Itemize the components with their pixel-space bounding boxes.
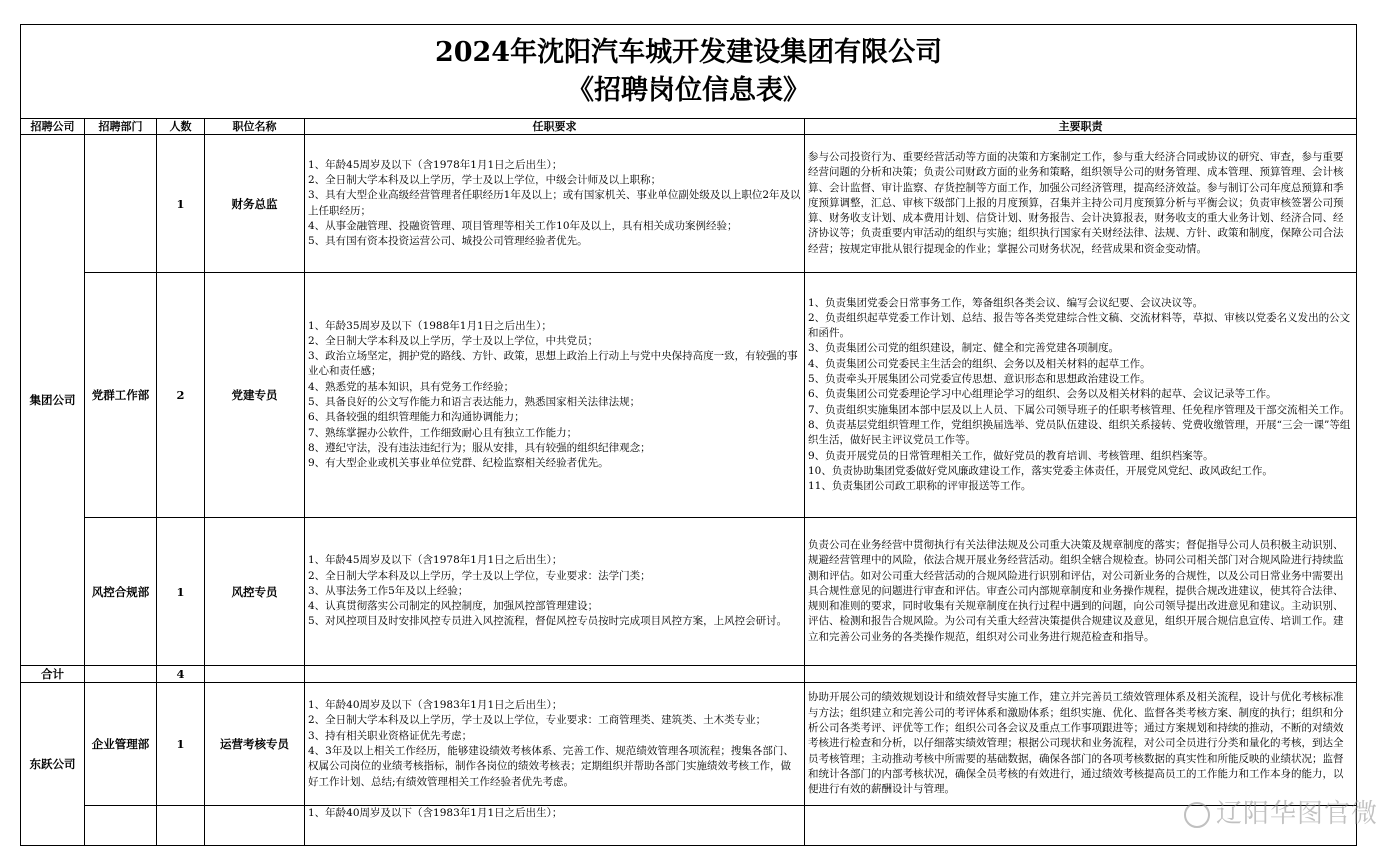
requirement-item: 3、持有相关职业资格证优先考虑； — [308, 729, 473, 742]
duty-item: 6、负责集团公司党委理论学习中心组理论学习的组织、会务以及相关材料的起草、会议记录等工作。 — [808, 388, 1277, 401]
requirements-cell — [305, 806, 805, 846]
requirement-item: 6、具备较强的组织管理能力和沟通协调能力； — [308, 411, 525, 424]
duty-item: 1、负责集团党委会日常事务工作，筹备组织各类会议、编写会议纪要、会议决议等。 — [808, 296, 1204, 309]
position-cell: 运营考核专员 — [205, 683, 305, 806]
requirement-item: 1、年龄40周岁及以下（含1983年1月1日之后出生）； — [308, 699, 563, 712]
page-title — [21, 25, 1357, 119]
table-row — [21, 518, 1357, 666]
department-cell — [85, 806, 157, 846]
watermark-text: 辽阳华图官微 — [1215, 799, 1378, 829]
recruitment-table — [20, 24, 1357, 846]
department-cell: 风控合规部 — [85, 518, 157, 666]
table-row — [21, 135, 1357, 273]
requirement-item: 5、具备良好的公文写作能力和语言表达能力，熟悉国家相关法律法规； — [308, 396, 641, 408]
requirements-cell — [305, 518, 805, 666]
header-duties: 主要职责 — [805, 119, 1357, 135]
title-line-2: 《招聘岗位信息表》 — [567, 74, 811, 106]
requirement-item: 2、全日制大学本科及以上学历，学士及以上学位，中共党员； — [308, 334, 599, 347]
title-line-1: 2024年沈阳汽车城开发建设集团有限公司 — [434, 36, 943, 68]
requirement-item: 2、全日制大学本科及以上学历，学士及以上学位，专业要求：工商管理类、建筑类、土木类专业； — [308, 714, 767, 727]
company-cell: 集团公司 — [21, 135, 85, 666]
requirement-item: 9、有大型企业或机关事业单位党群、纪检监察相关经验者优先。 — [308, 457, 609, 470]
position-cell: 财务总监 — [205, 135, 305, 273]
total-empty — [305, 666, 805, 683]
duty-item: 5、负责牵头开展集团公司党委宣传思想、意识形态和思想政治建设工作。 — [808, 373, 1151, 386]
table-row — [21, 806, 1357, 846]
count-cell: 2 — [157, 273, 205, 518]
requirement-item: 4、3年及以上相关工作经历，能够建设绩效考核体系、完善工作、规范绩效管理各项流程；搜集各部门、权属公司岗位的业绩考核指标，制作各岗位的绩效考核表；定期组织并帮助各部门实施绩效考核工作，做好工作计划、总结;有绩效管理相关工作经验者优先考虑。 — [308, 745, 794, 788]
requirement-item: 3、具有大型企业高级经营管理者任职经历1年及以上；或有国家机关、事业单位副处级及以上职位2年及以上任职经历； — [308, 189, 801, 217]
duties-cell — [805, 273, 1357, 518]
duties-cell — [805, 518, 1357, 666]
department-cell: 企业管理部 — [85, 683, 157, 806]
duties-cell — [805, 135, 1357, 273]
duty-item: 协助开展公司的绩效规划设计和绩效督导实施工作，建立并完善员工绩效管理体系及相关流程，设计与优化考核标准与方法；组织建立和完善公司的考评体系和激励体系；组织实施、优化、监督各类考核方案、制度的执行；组织和分析公司各类考评、评优等工作；组织公司各会议及重点工作事项跟进等；通过方案规划和持续的推动，不断的对绩效考核进行检查和分析，以仔细落实绩效管理；根据公司现状和业务流程，对公司全员进行分类和量化的考核，到达全员考核管理；主动推动考核中所需要的基础数据，确保各部门的各项考核数据的真实性和所能反映的业绩状况；监督和统计各部门的内部考核状况，确保全员考核的有效进行，通过绩效考核提高员工的工作能力和工作本身的能力，以便进行有效的薪酬设计与管理。 — [808, 691, 1344, 796]
header-company: 招聘公司 — [21, 119, 85, 135]
duties-cell — [805, 683, 1357, 806]
requirement-item: 2、全日制大学本科及以上学历，学士及以上学位，专业要求：法学门类； — [308, 569, 651, 582]
position-cell: 党建专员 — [205, 273, 305, 518]
header-count: 人数 — [157, 119, 205, 135]
requirement-item: 3、从事法务工作5年及以上经验； — [308, 584, 469, 597]
table-row — [21, 683, 1357, 806]
header-requirements: 任职要求 — [305, 119, 805, 135]
duty-item: 参与公司投资行为、重要经营活动等方面的决策和方案制定工作，参与重大经济合同或协议的研究、审查，参与重要经营问题的分析和决策；负责公司财政方面的业务和策略，组织领导公司的财务管理、成本管理、预算管理、会计核算、会计监督、审计监察、存货控制等方面工作，加强公司经济管理，提高经济效益。参与制订公司年度总预算和季度预算调整，汇总、审核下级部门上报的月度预算，召集并主持公司月度预算分析与平衡会议；负责审核签署公司预算、财务收支计划、成本费用计划、信贷计划、财务报告、会计决算报表，财务收支的重大业务计划、经济合同、经济协议等；负责重要内审活动的组织与实施；组织执行国家有关财经法律、法规、方针、政策和制度，保障公司合法经营；按规定审批从银行提现金的作业；掌握公司财务状况，经营成果和资金变动情。 — [808, 150, 1344, 255]
requirement-item: 1、年龄40周岁及以下（含1983年1月1日之后出生）； — [308, 807, 563, 819]
duty-item: 7、负责组织实施集团本部中层及以上人员、下属公司领导班子的任职考核管理、任免程序管理及干部交流相关工作。 — [808, 403, 1351, 416]
total-label: 合计 — [21, 666, 85, 683]
count-cell: 1 — [157, 683, 205, 806]
requirement-item: 4、熟悉党的基本知识，具有党务工作经验； — [308, 380, 515, 393]
table-row — [21, 273, 1357, 518]
duty-item: 9、负责开展党员的日常管理相关工作，做好党员的教育培训、考核管理、组织档案等。 — [808, 449, 1214, 462]
requirement-item: 2、全日制大学本科及以上学历，学士及以上学位，中级会计师及以上职称； — [308, 173, 662, 186]
duty-item: 11、负责集团公司政工职称的评审报送等工作。 — [808, 480, 1032, 493]
requirement-item: 8、遵纪守法，没有违法违纪行为；服从安排，具有较强的组织纪律观念； — [308, 441, 651, 454]
header-department: 招聘部门 — [85, 119, 157, 135]
requirement-item: 1、年龄35周岁及以下（1988年1月1日之后出生）； — [308, 319, 552, 332]
requirement-item: 3、政治立场坚定，拥护党的路线、方针、政策，思想上政治上行动上与党中央保持高度一致，有较强的事业心和责任感； — [308, 350, 798, 378]
weibo-icon — [1184, 802, 1210, 828]
position-cell — [205, 806, 305, 846]
count-cell — [157, 806, 205, 846]
total-row — [21, 666, 1357, 683]
requirement-item: 4、从事金融管理、投融资管理、项目管理等相关工作10年及以上，具有相关成功案例经验； — [308, 219, 738, 232]
department-cell: 党群工作部 — [85, 273, 157, 518]
watermark — [1184, 793, 1378, 830]
department-cell — [85, 135, 157, 273]
requirement-item: 4、认真贯彻落实公司制定的风控制度，加强风控部管理建设； — [308, 600, 599, 613]
position-cell: 风控专员 — [205, 518, 305, 666]
duty-item: 8、负责基层党组织管理工作，党组织换届选举、党员队伍建设、组织关系接转、党费收缴管理，开展“三会一课”等组织生活，做好民主评议党员工作等。 — [808, 418, 1351, 447]
count-cell: 1 — [157, 135, 205, 273]
requirement-item: 1、年龄45周岁及以下（含1978年1月1日之后出生）； — [308, 554, 563, 567]
requirements-cell — [305, 135, 805, 273]
duty-item: 2、负责组织起草党委工作计划、总结、报告等各类党建综合性文稿、交流材料等，草拟、审核以党委名义发出的公文和函件。 — [808, 311, 1351, 340]
requirements-cell — [305, 683, 805, 806]
requirement-item: 1、年龄45周岁及以下（含1978年1月1日之后出生）； — [308, 158, 563, 171]
requirement-item: 7、熟练掌握办公软件，工作细致耐心且有独立工作能力； — [308, 426, 578, 439]
total-empty — [805, 666, 1357, 683]
requirement-item: 5、对风控项目及时安排风控专员进入风控流程，督促风控专员按时完成项目风控方案，上风控会研讨。 — [308, 615, 788, 628]
duty-item: 10、负责协助集团党委做好党风廉政建设工作，落实党委主体责任，开展党风党纪、政风政纪工作。 — [808, 464, 1273, 477]
requirements-cell — [305, 273, 805, 518]
requirement-item: 5、具有国有资本投资运营公司、城投公司管理经验者优先。 — [308, 235, 588, 248]
count-cell: 1 — [157, 518, 205, 666]
company-cell: 东跃公司 — [21, 683, 85, 846]
header-position: 职位名称 — [205, 119, 305, 135]
duty-item: 3、负责集团公司党的组织建设，制定、健全和完善党建各项制度。 — [808, 342, 1120, 355]
recruitment-table-sheet — [20, 24, 1356, 844]
duty-item: 4、负责集团公司党委民主生活会的组织、会务以及相关材料的起草工作。 — [808, 357, 1151, 370]
header-row — [21, 119, 1357, 135]
total-empty — [205, 666, 305, 683]
total-count: 4 — [157, 666, 205, 683]
duty-item: 负责公司在业务经营中贯彻执行有关法律法规及公司重大决策及规章制度的落实；督促指导公司人员积极主动识别、规避经营管理中的风险，依法合规开展业务经营活动。组织全辖合规检查。协同公司相关部门对合规风险进行持续监测和评估。如对公司重大经营活动的合规风险进行识别和评估，对公司新业务的合规性，以及公司日常业务中需要出具合规性意见的问题进行审查和评估。审查公司内部规章制度和业务操作规程，提供合规改进建议，使其符合法律、规则和准则的要求，同时收集有关规章制度在执行过程中遇到的问题，向公司领导提出改进意见和建议。主动识别、评估、检测和报告合规风险。为公司有关重大经营决策提供合规建议及意见，组织开展合规信息宣传、培训工作。建立和完善公司业务的各类操作规范，组织对公司业务进行规范检查和指导。 — [808, 538, 1344, 643]
total-empty — [85, 666, 157, 683]
